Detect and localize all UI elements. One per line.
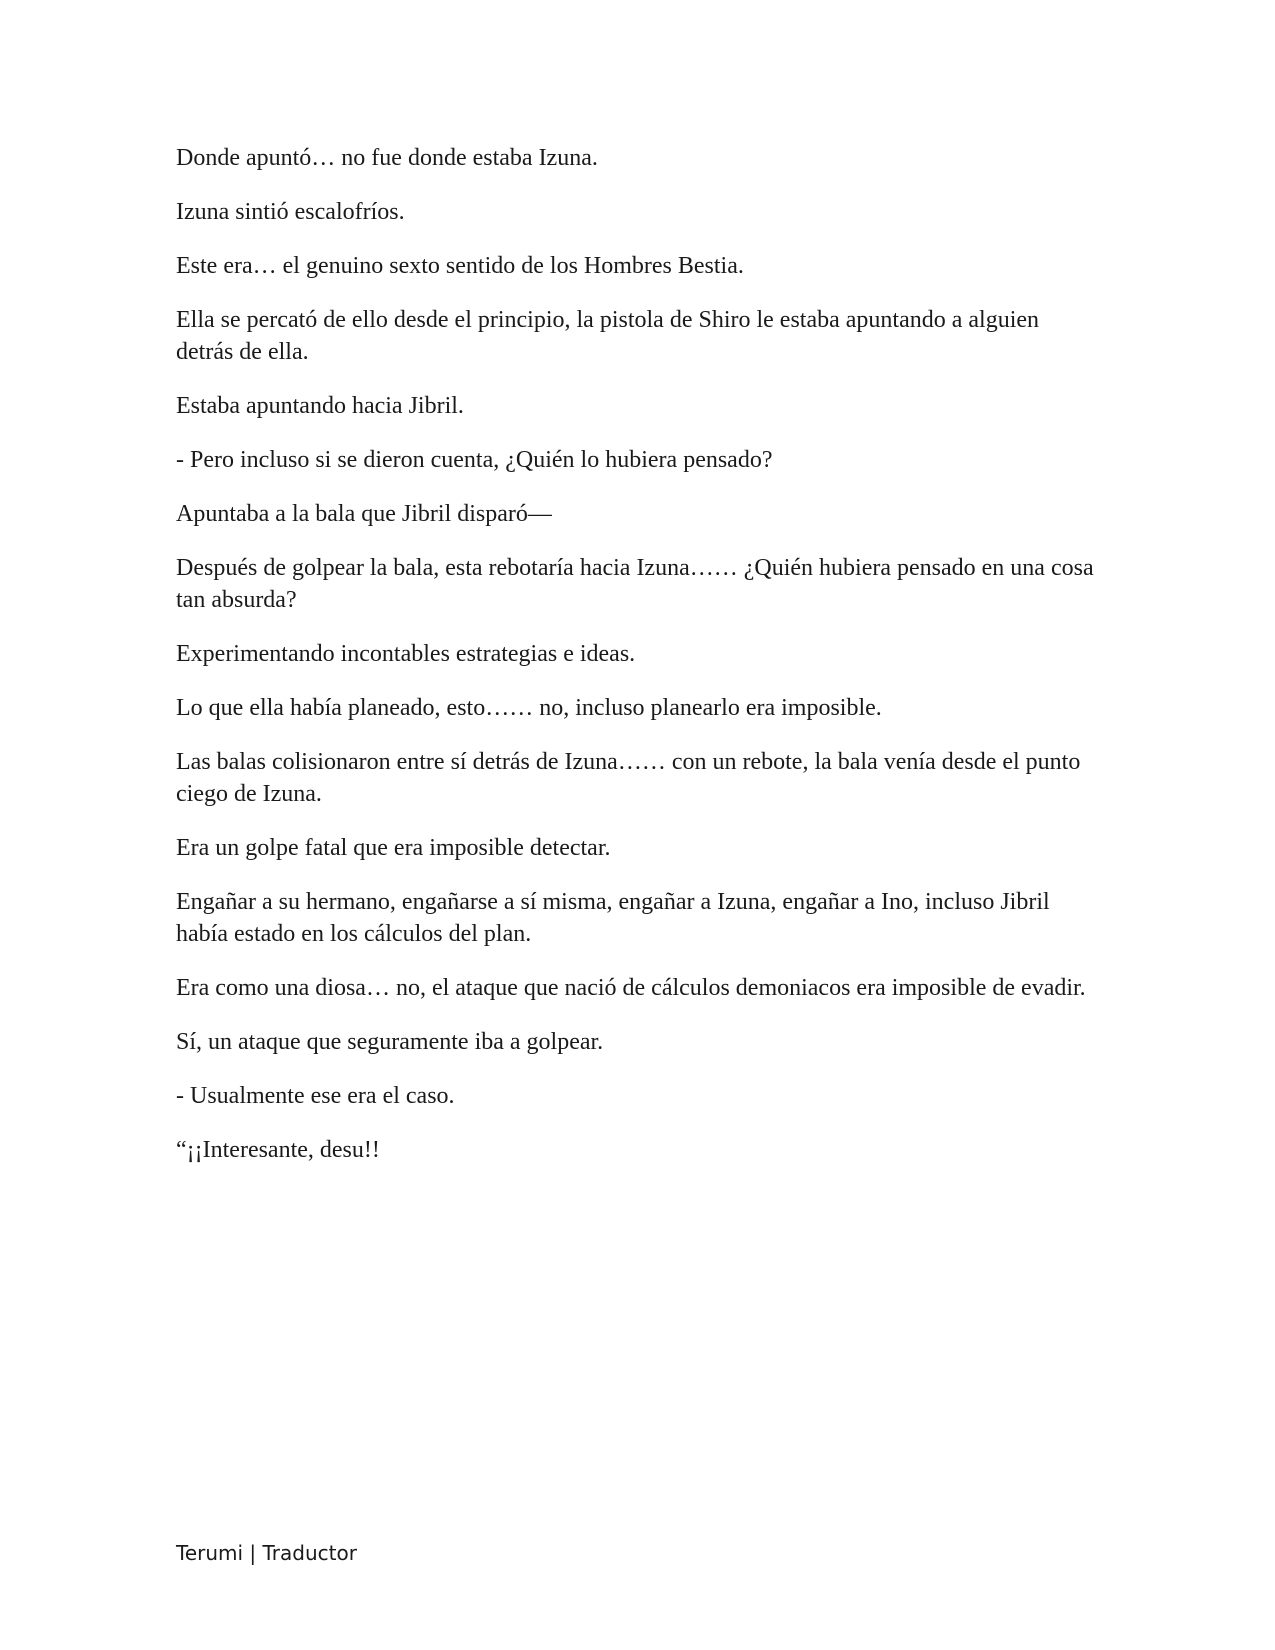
paragraph: Este era… el genuino sexto sentido de los Hombres Bestia.	[176, 253, 744, 279]
document-body	[176, 142, 1096, 1188]
paragraph: Era un golpe fatal que era imposible detectar.	[176, 835, 611, 861]
page-footer: Terumi | Traductor	[176, 1541, 357, 1565]
paragraph: Experimentando incontables estrategias e ideas.	[176, 641, 636, 667]
paragraph: “¡¡Interesante, desu!!	[176, 1137, 380, 1163]
paragraph: Las balas colisionaron entre sí detrás de Izuna…… con un rebote, la bala venía desde el punto ciego de Izuna.	[176, 749, 1081, 807]
paragraph: Lo que ella había planeado, esto…… no, incluso planearlo era imposible.	[176, 695, 882, 721]
paragraph: Era como una diosa… no, el ataque que nació de cálculos demoniacos era imposible de evadir.	[176, 975, 1086, 1001]
paragraph: Donde apuntó… no fue donde estaba Izuna.	[176, 145, 598, 171]
paragraph: Después de golpear la bala, esta rebotaría hacia Izuna…… ¿Quién hubiera pensado en una cosa tan absurda?	[176, 555, 1094, 613]
paragraph: - Pero incluso si se dieron cuenta, ¿Quién lo hubiera pensado?	[176, 447, 773, 473]
paragraph: Ella se percató de ello desde el principio, la pistola de Shiro le estaba apuntando a alguien detrás de ella.	[176, 307, 1040, 365]
paragraph: Apuntaba a la bala que Jibril disparó—	[176, 501, 552, 527]
paragraph: - Usualmente ese era el caso.	[176, 1083, 455, 1109]
paragraph: Engañar a su hermano, engañarse a sí misma, engañar a Izuna, engañar a Ino, incluso Jibril había estado en los cálculos del plan.	[176, 889, 1050, 947]
paragraph: Estaba apuntando hacia Jibril.	[176, 393, 464, 419]
paragraph: Izuna sintió escalofríos.	[176, 199, 405, 225]
paragraph: Sí, un ataque que seguramente iba a golpear.	[176, 1029, 604, 1055]
